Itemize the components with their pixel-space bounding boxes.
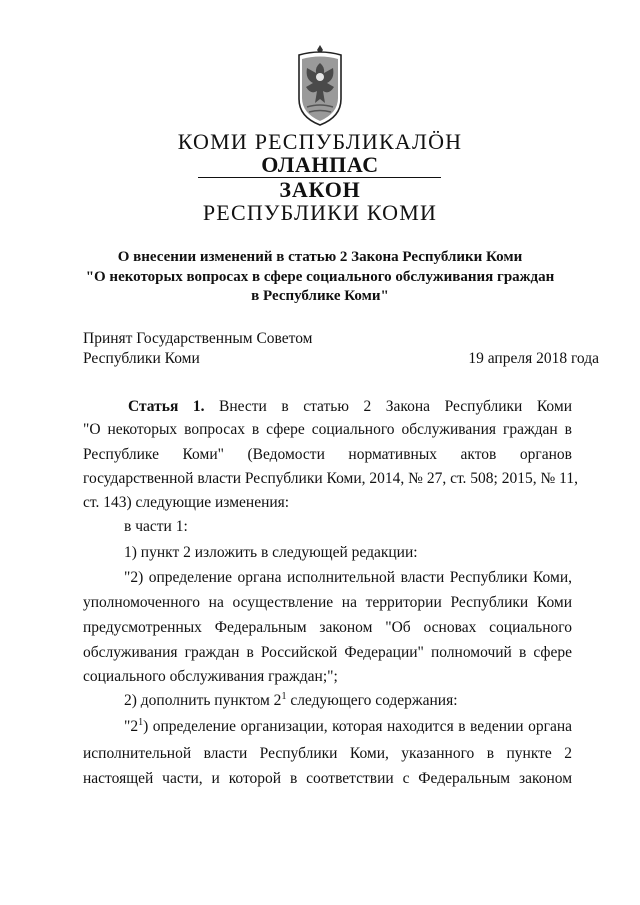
coat-of-arms-emblem: [293, 43, 347, 127]
quote-1-line: обслуживания граждан в Российской Федерации" полномочий в сфере: [83, 644, 572, 661]
article-1-line: государственной власти Республики Коми, 2014, № 27, ст. 508; 2015, № 11,: [83, 470, 578, 487]
quote-1-line: социального обслуживания граждан;";: [83, 668, 338, 685]
quote-2-line: исполнительной власти Республики Коми, указанного в пункте 2: [83, 745, 572, 762]
adoption-body-line: Принят Государственным Советом: [83, 330, 313, 347]
item-1-line: 1) пункт 2 изложить в следующей редакции:: [124, 544, 418, 561]
part-line: в части 1:: [124, 518, 188, 535]
russian-doc-type: ЗАКОН: [279, 177, 361, 202]
article-1-line: ст. 143) следующие изменения:: [83, 494, 290, 511]
law-heading-line: в Республике Коми": [251, 288, 389, 304]
adoption-body-line: Республики Коми: [83, 350, 200, 367]
komi-title: КОМИ РЕСПУБЛИКАЛӦН: [177, 129, 463, 154]
law-heading-line: "О некоторых вопросах в сфере социального обслуживания граждан: [85, 269, 555, 285]
item-2-line: 2) дополнить пунктом $2^1$ следующего содержания:: [124, 691, 458, 709]
article-1-line: Республике Коми" (Ведомости нормативных актов органов: [83, 446, 572, 463]
quote-2-line: настоящей части, и которой в соответствии с Федеральным законом: [83, 770, 572, 787]
article-label: Статья 1.: [128, 398, 205, 415]
quote-1-line: предусмотренных Федеральным законом "Об основах социального: [83, 619, 572, 636]
quote-1-line: уполномоченного на осуществление на территории Республики Коми: [83, 594, 572, 611]
article-1-line: "О некоторых вопросах в сфере социального обслуживания граждан в: [83, 421, 572, 438]
quote-2-line: "$2^1$) определение организации, которая находится в ведении органа: [124, 717, 572, 735]
article-1-line: Статья 1. Внести в статью 2 Закона Республики Коми: [128, 398, 572, 415]
komi-doc-type: ОЛАНПАС: [261, 152, 379, 177]
russian-title: РЕСПУБЛИКИ КОМИ: [202, 200, 438, 225]
adoption-date: 19 апреля 2018 года: [468, 350, 599, 367]
law-heading-line: О внесении изменений в статью 2 Закона Республики Коми: [117, 249, 523, 265]
quote-1-line: "2) определение органа исполнительной власти Республики Коми,: [124, 569, 572, 586]
